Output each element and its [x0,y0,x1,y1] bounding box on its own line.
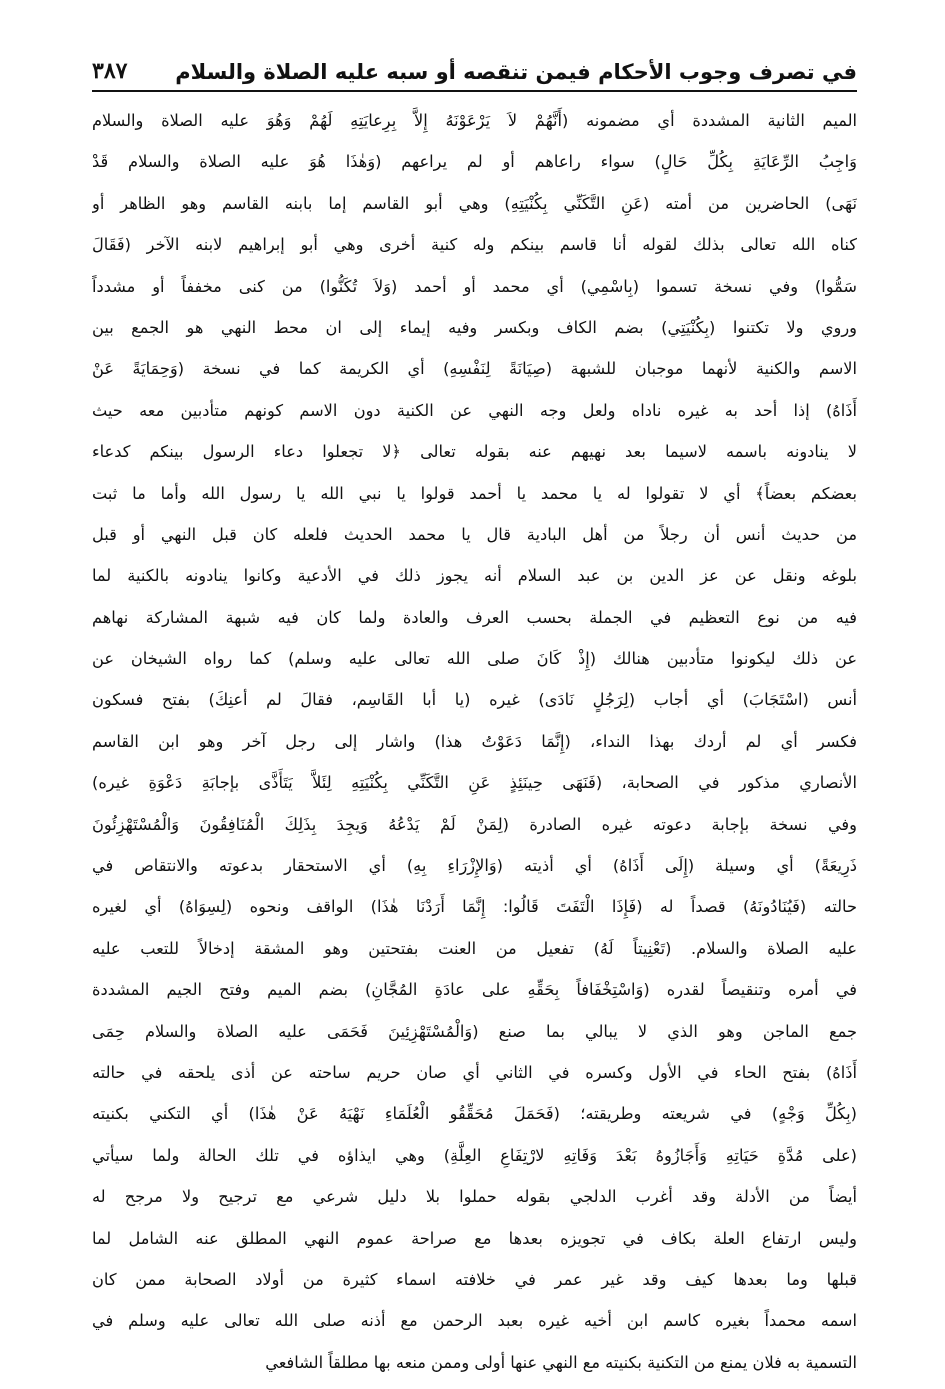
text-line: وروي ولا تكتنوا (بِكُنْيَتِي) بضم الكاف وبكسر وفيه إيماء إلى ان محط النهي هو الجمع بين [92,317,857,337]
text-line: لا ينادونه باسمه لاسيما بعد نهيهم عنه بقوله تعالى ﴿لا تجعلوا دعاء الرسول بينكم كدعاء [92,442,857,462]
text-line: فيه من نوع التعظيم في الجملة بحسب العرف والعادة ولما كان فيه شبهة المشاركة نهاهم [92,607,857,627]
text-line: جمع الماجن وهو الذي لا يبالي بما صنع (وَالْمُسْتَهْزِئِينَ فَحَمَى عليه الصلاة والسلام حِمَى [92,1021,857,1041]
page-body [92,100,857,1383]
text-line: التسمية به فلان يمنع من التكنية بكنيته مع النهي عنها أولى وممن منعه بها مطلقاً الشافعي [265,1352,857,1372]
text-line: من حديث أنس أن رجلاً من أهل البادية قال يا محمد الحديث فلعله كان قبل النهي أو قبل [92,524,857,544]
text-line: نَهَى) الحاضرين من أمته (عَنِ التَّكَنِّي بِكُنْيَتِهِ) وهي أبو القاسم إما بابنه القاسم وهو الظاهر أو [92,193,857,213]
text-line: قبلها وما بعدها كيف وقد غير عمر في خلافته اسماء كثيرة من أولاد الصحابة ممن كان [92,1269,857,1289]
text-line: الأنصاري مذكور في الصحابة، (فَنَهَى حِينَئِذٍ عَنِ التَّكَنِّي بِكُنْيَتِهِ لِئَلاَّ يَتَأَذَّى بإجابَةِ دَعْوَةِ غيره) [92,773,857,793]
text-line: فكسر أي لم أردك بهذا النداء، (إِنَّمَا دَعَوْتُ هذا) واشار إلى رجل آخر وهو ابن القاسم [92,731,857,751]
text-line: ذَرِيعَةً) أي وسيلة (إِلَى أَذَاهُ) أي أذيته (وَالإِزْرَاءِ بِهِ) أي الاستحقار بدعوته والانتقاص في [92,856,857,876]
text-line: وفي نسخة بإجابة دعوته غيره الصادرة (لِمَنْ لَمْ يَدْعُهُ وَيجِدَ بِذَلِكَ الْمُنَافِقُونَ وَالْمُسْتَهْزِئُونَ [92,814,857,834]
running-title: في تصرف وجوب الأحكام فيمن تنقصه أو سبه عليه الصلاة والسلام [175,60,857,84]
text-line: الاسم والكنية لأنهما موجبان للشبهة (صِيَانَةً لِنَفْسِهِ) أي الكريمة كما في نسخة (وَحِمَايَةً عَنْ [92,359,857,379]
page-header [92,36,857,92]
text-line: كناه الله تعالى بذلك لقوله أنا قاسم بينكم وله كنية أخرى وهي أبو إبراهيم لابنه الآخر (فَقَالَ [92,235,857,255]
text-line: حالته (فَيُنَادُونَهُ) قصداً له (فَإِذَا الْتَفَتَ قَالُوا: إِنَّمَا أَرَدْنَا هٰذَا) الواقف ونحوه (لِسِوَاهُ) أي لغيره [92,897,857,917]
text-line: (على مُدَّةِ حَيَاتِهِ وَأَجَازُوهُ بَعْدَ وَفَاتِهِ لارْتِفَاعِ العِلَّةِ) وهي ايذاؤه في تلك الحالة ولما سيأتي [92,1145,857,1165]
text-line: في أمره وتنقيصاً لقدره (وَاسْتِخْفَافاً بِحَقِّهِ على عادَةِ المُجَّانِ) بضم الميم وفتح الجيم المشددة [92,980,857,1000]
text-line: أَذَاهُ) إذا أحد به غيره ناداه ولعل وجه النهي عن الكنية دون الاسم كونهم متأدبين معه حيث [92,400,857,420]
text-line: عليه الصلاة والسلام. (تَعْنِيتاً لَهُ) تفعيل من العنت بفتحتين وهو المشقة إدخالاً للتعب عليه [92,938,857,958]
text-line: عن ذلك ليكونوا متأدبين هنالك (إِذْ كَانَ صلى الله تعالى عليه وسلم) كما رواه الشيخان عن [92,649,857,669]
text-line: أنس (اسْتَجَابَ) أي أجاب (لِرَجُلٍ نَادَى) غيره (يا أبا القَاسِم، فقالَ لم أعنِكَ) بفتح فسكون [92,690,857,710]
text-line: سَمُّوا) وفي نسخة تسموا (بِاسْمِي) أي محمد أو أحمد (وَلاَ تُكَنُّوا) من كنى مخففاً أو مشدداً [92,276,857,296]
page-number: ٣٨٧ [92,58,128,84]
text-line: أَذَاهُ) بفتح الحاء في الأول وكسره في الثاني أي صان حريم ساحته عن أذى يلحقه في حالته [92,1062,857,1082]
text-line: وَاجِبُ الرِّعَايَةِ بِكُلِّ حَالٍ) سواء راعاهم أو لم يراعهم (وَهٰذَا هُوَ عليه الصلاة والسلام قَدْ [92,152,857,172]
text-line: بلوغه ونقل عن عز الدين بن عبد السلام أنه يجوز ذلك في الأدعية وكانوا ينادونه بالكنية لما [92,566,857,586]
text-line: الميم الثانية المشددة أي مضمونه (أَنَّهُمْ لاَ يَرْعَوْنَهُ إِلاَّ بِرِعايَتِهِ لَهُمْ وَهُوَ عليه الصلاة والسلام [92,111,857,130]
text-line: وليس ارتفاع العلة بكاف في تجويزه بعدها مع صراحة عموم النهي المطلق عنه الشامل لما [92,1228,857,1248]
text-line: (بِكُلِّ وَجْهٍ) في شريعته وطريقته؛ (فَحَمَلَ مُحَقِّقُو الْعُلَمَاءِ نَهْيَهُ عَنْ هٰذَا) أي التكني بكنيته [92,1104,857,1124]
text-line: بعضكم بعضاً﴾ أي لا تقولوا له يا محمد يا أحمد قولوا يا نبي الله يا رسول الله وأما ما ثبت [92,483,857,503]
text-line: أيضاً من الأدلة وقد أغرب الدلجي بقوله حملوا بلا دليل شرعي مع ترجيح ولا مرجح له [92,1187,857,1207]
text-line: اسمه محمداً بغيره كاسم ابن أخيه غيره بعبد الرحمن مع أذنه صلى الله تعالى عليه وسلم في [92,1311,857,1331]
